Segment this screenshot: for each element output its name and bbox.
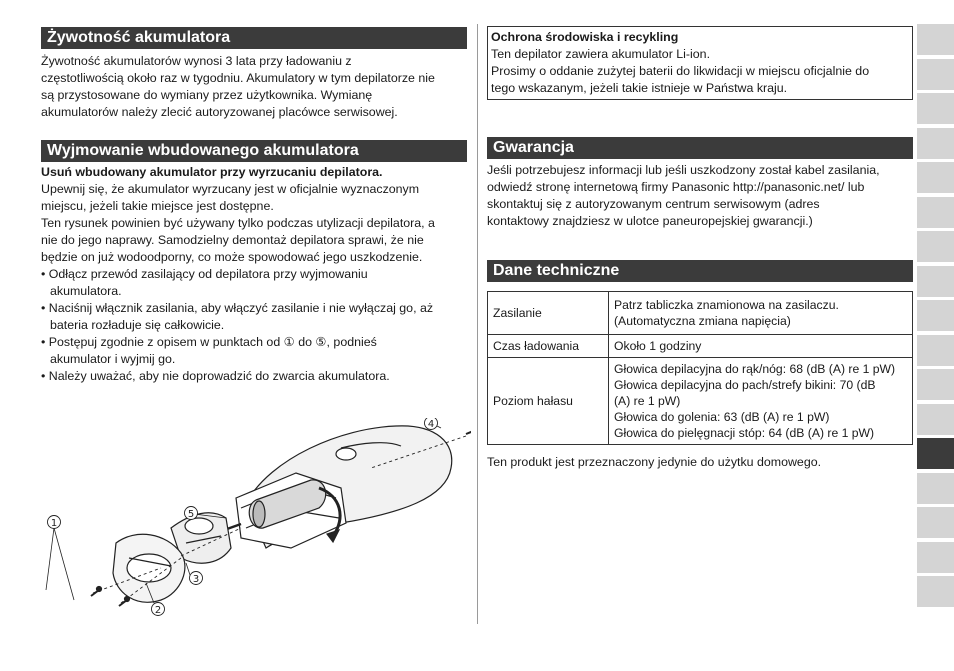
text-line: Upewnij się, że akumulator wyrzucany jest w oficjalnie wyznaczonym [41,182,420,196]
spec-key: Czas ładowania [488,335,609,358]
specs-note: Ten produkt jest przeznaczony jedynie do użytku domowego. [487,455,822,469]
environment-box [487,26,913,100]
spec-key: Zasilanie [488,292,609,335]
index-tab [917,24,954,55]
text-line: częstotliwością około raz w tygodniu. Akumulatory w tym depilatorze nie [41,71,435,85]
index-tab [917,266,954,297]
bullet-line: akumulator i wyjmij go. [50,352,176,366]
text-line: nie do jego naprawy. Samodzielny demontaż depilatora sprawi, że nie [41,233,424,247]
environment-heading: Ochrona środowiska i recykling [491,30,679,44]
spec-value-line: (A) re 1 pW) [614,394,681,408]
text-line: miejscu, jeżeli takie miejsce jest dostępne. [41,199,274,213]
removal-subtitle: Usuń wbudowany akumulator przy wyrzucaniu depilatora. [41,165,383,179]
text-line: skontaktuj się z autoryzowanym centrum serwisowym (adres [487,197,820,211]
spec-value [609,292,913,335]
bullet-line: bateria rozładuje się całkowicie. [50,318,225,332]
spec-value-line: Patrz tabliczka znamionowa na zasilaczu. [614,298,839,312]
spec-value-line: (Automatyczna zmiana napięcia) [614,314,791,328]
index-tab [917,542,954,573]
spec-value [609,335,913,358]
text-line: są przystosowane do wymiany przez użytkownika. Wymianę [41,88,373,102]
diagram-label-3: 3 [192,574,200,585]
index-tab-active [917,438,954,469]
index-tab [917,231,954,262]
text-line: Ten rysunek powinien być używany tylko podczas utylizacji depilatora, a [41,216,435,230]
removal-text [41,164,471,385]
diagram-label-1: 1 [50,518,58,529]
table-row [488,335,913,358]
text-line: Jeśli potrzebujesz informacji lub jeśli uszkodzony został kabel zasilania, [487,163,880,177]
diagram-label-4: 4 [427,419,435,430]
spec-value-line: Głowica do pielęgnacji stóp: 64 (dB (A) re 1 pW) [614,426,875,440]
text-line: Żywotność akumulatorów wynosi 3 lata przy ładowaniu z [41,54,352,68]
spec-value-line: Około 1 godziny [614,339,702,353]
index-tab [917,93,954,124]
index-tab [917,404,954,435]
battery-life-heading: Żywotność akumulatora [41,27,467,49]
bullet-line: • Odłącz przewód zasilający od depilatora przy wyjmowaniu [41,267,368,281]
text-line: kontaktowy znajdziesz w ulotce paneuropejskiej gwarancji.) [487,214,813,228]
bullet-line: • Należy uważać, aby nie doprowadzić do zwarcia akumulatora. [41,369,390,383]
index-tab [917,59,954,90]
index-tab [917,128,954,159]
text-line: Prosimy o oddanie zużytej baterii do likwidacji w miejscu oficjalnie do [491,64,870,78]
section-index-tabs [917,24,954,611]
index-tab [917,369,954,400]
index-tab [917,473,954,504]
index-tab [917,576,954,607]
spec-key: Poziom hałasu [488,358,609,445]
table-row [488,292,913,335]
table-row [488,358,913,445]
spec-value-line: Głowica do golenia: 63 (dB (A) re 1 pW) [614,410,830,424]
battery-life-text [41,53,471,121]
text-line: tego wskazanym, jeżeli takie istnieje w Państwa kraju. [491,81,788,95]
spec-value-line: Głowica depilacyjna do pach/strefy bikini: 70 (dB [614,378,876,392]
bullet-line: • Naciśnij włącznik zasilania, aby włączyć zasilanie i nie wyłączaj go, aż [41,301,434,315]
spec-value-line: Głowica depilacyjna do rąk/nóg: 68 (dB (A) re 1 pW) [614,362,896,376]
bullet-line: akumulatora. [50,284,122,298]
warranty-heading: Gwarancja [487,137,913,159]
text-line: odwiedź stronę internetową firmy Panasonic http://panasonic.net/ lub [487,180,865,194]
text-line: będzie on już wodoodporny, co może spowodować jego uszkodzenie. [41,250,423,264]
text-line: akumulatorów należy zlecić autoryzowanej placówce serwisowej. [41,105,398,119]
spec-value [609,358,913,445]
battery-removal-diagram [41,418,471,623]
index-tab [917,507,954,538]
index-tab [917,300,954,331]
index-tab [917,162,954,193]
text-line: Ten depilator zawiera akumulator Li-ion. [491,47,711,61]
removal-heading: Wyjmowanie wbudowanego akumulatora [41,140,467,162]
diagram-label-2: 2 [154,605,162,616]
warranty-text [487,162,917,230]
index-tab [917,197,954,228]
specs-heading: Dane techniczne [487,260,913,282]
bullet-line: • Postępuj zgodnie z opisem w punktach od ① do ⑤, podnieś [41,335,377,349]
specs-table [487,291,913,445]
index-tab [917,335,954,366]
diagram-label-5: 5 [187,509,195,520]
column-divider [477,24,478,624]
